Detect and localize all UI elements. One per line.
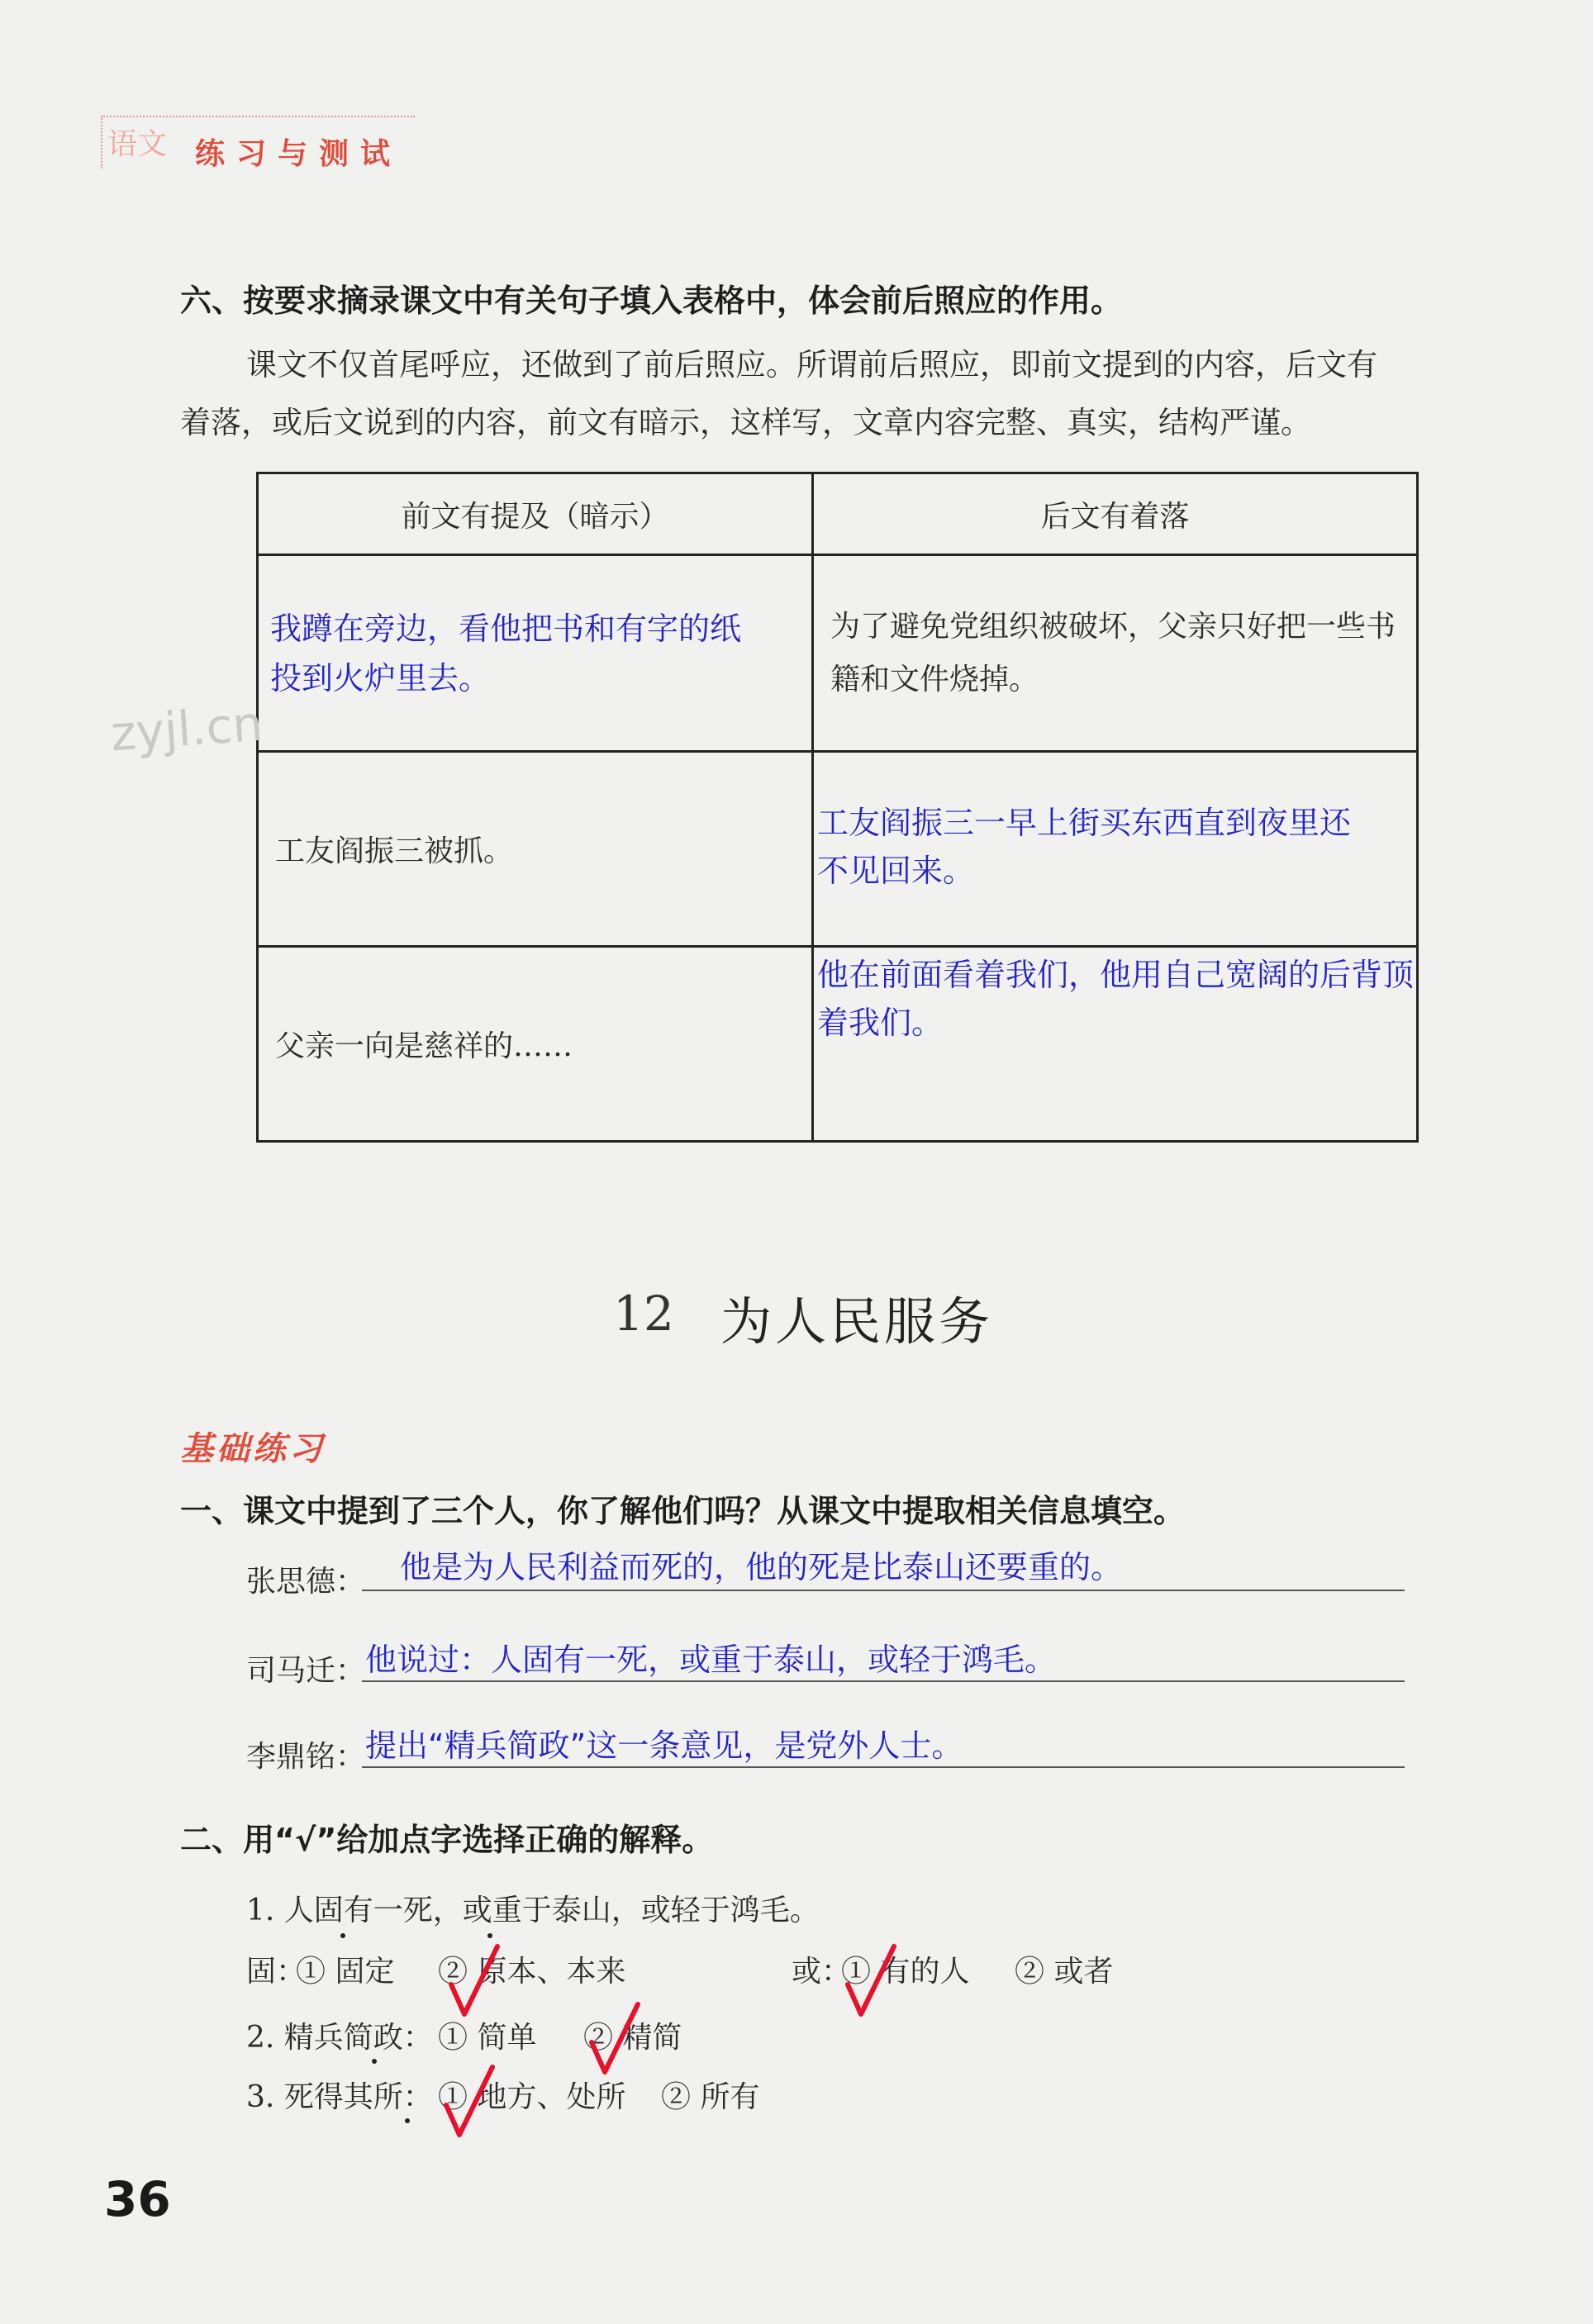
huo-label: 或： <box>792 1955 852 1989</box>
answer-handwriting: 我蹲在旁边，看他把书和有字的纸投到火炉里去。 <box>270 610 742 696</box>
check-mark-icon <box>587 1999 644 2082</box>
cell-text: 父亲一向是慈祥的…… <box>275 1029 573 1063</box>
q2-item3-label: 3. 死得其所： <box>246 2080 433 2114</box>
gu-option-2[interactable]: ② 原本、本来 <box>438 1955 626 1989</box>
gu-option-1[interactable]: ① 固定 <box>296 1955 395 1989</box>
lesson-title: 为人民服务 <box>720 1291 994 1352</box>
reference-table <box>256 472 1419 1143</box>
item3-option-2[interactable]: ② 所有 <box>661 2080 760 2114</box>
person-name-label: 张思德： <box>246 1565 366 1599</box>
table-header-row <box>258 473 1418 555</box>
answer-handwriting: 提出“精兵简政”这一条意见，是党外人士。 <box>365 1728 963 1764</box>
answer-line <box>362 1628 1405 1682</box>
item3-option-1[interactable]: ① 地方、处所 <box>438 2080 626 2114</box>
table-row <box>258 947 1418 1142</box>
emphasis-dot <box>405 2118 410 2123</box>
col-header-after: 后文有着落 <box>813 473 1418 555</box>
answer-line <box>362 1537 1405 1591</box>
table-row <box>258 752 1418 947</box>
person-name-label: 司马迁： <box>246 1654 366 1688</box>
basics-label: 基础练习 <box>180 1430 326 1468</box>
watermark: zyjl.cn <box>108 695 265 763</box>
col-header-before: 前文有提及（暗示） <box>258 473 813 555</box>
cell-text: 为了避免党组织被破坏，父亲只好把一些书籍和文件烧掉。 <box>830 609 1396 696</box>
table-cell-after <box>813 555 1418 752</box>
check-mark-icon <box>446 1941 504 2024</box>
q1-heading: 一、课文中提到了三个人，你了解他们吗？从课文中提取相关信息填空。 <box>180 1493 1186 1529</box>
page-number: 36 <box>104 2171 171 2227</box>
lesson-number: 12 <box>613 1286 674 1342</box>
table-cell-before <box>258 752 813 947</box>
q2-item1-sentence: 1. 人固有一死，或重于泰山，或轻于鸿毛。 <box>246 1894 820 1927</box>
table-cell-after <box>813 752 1418 947</box>
emphasis-dot <box>372 2059 377 2064</box>
gu-label: 固： <box>246 1955 307 1989</box>
emphasis-dot <box>487 1933 492 1938</box>
q2-heading: 二、用“√”给加点字选择正确的解释。 <box>180 1822 714 1858</box>
section6-intro-line1: 课文不仅首尾呼应，还做到了前后照应。所谓前后照应，即前文提到的内容，后文有 <box>246 347 1377 383</box>
table-cell-before <box>258 555 813 752</box>
section6-heading: 六、按要求摘录课文中有关句子填入表格中，体会前后照应的作用。 <box>180 283 1123 319</box>
item2-option-2[interactable]: ② 精简 <box>583 2021 682 2055</box>
cell-text: 工友阎振三被抓。 <box>275 834 514 868</box>
check-mark-icon <box>843 1941 901 2024</box>
table-cell-before <box>258 947 813 1142</box>
section6-intro-line2: 着落，或后文说到的内容，前文有暗示，这样写，文章内容完整、真实，结构严谨。 <box>180 405 1311 440</box>
table-row <box>258 555 1418 752</box>
emphasis-dot <box>340 1933 345 1938</box>
answer-handwriting: 工友阎振三一早上街买东西直到夜里还不见回来。 <box>817 805 1352 889</box>
book-title: 练习与测试 <box>195 137 402 171</box>
answer-line <box>362 1713 1405 1768</box>
person-name-label: 李鼎铭： <box>246 1740 366 1774</box>
huo-option-2[interactable]: ② 或者 <box>1015 1955 1114 1989</box>
huo-option-1[interactable]: ① 有的人 <box>841 1955 970 1989</box>
answer-handwriting: 他是为人民利益而死的，他的死是比泰山还要重的。 <box>400 1549 1123 1585</box>
answer-handwriting: 他在前面看着我们，他用自己宽阔的后背顶着我们。 <box>817 957 1415 1041</box>
subject-label: 语文 <box>107 127 168 161</box>
check-mark-icon <box>441 2062 499 2145</box>
q2-item2-label: 2. 精兵简政： <box>246 2021 433 2055</box>
item2-option-1[interactable]: ① 简单 <box>438 2021 537 2055</box>
table-cell-after <box>813 947 1418 1142</box>
answer-handwriting: 他说过：人固有一死，或重于泰山，或轻于鸿毛。 <box>365 1642 1057 1678</box>
